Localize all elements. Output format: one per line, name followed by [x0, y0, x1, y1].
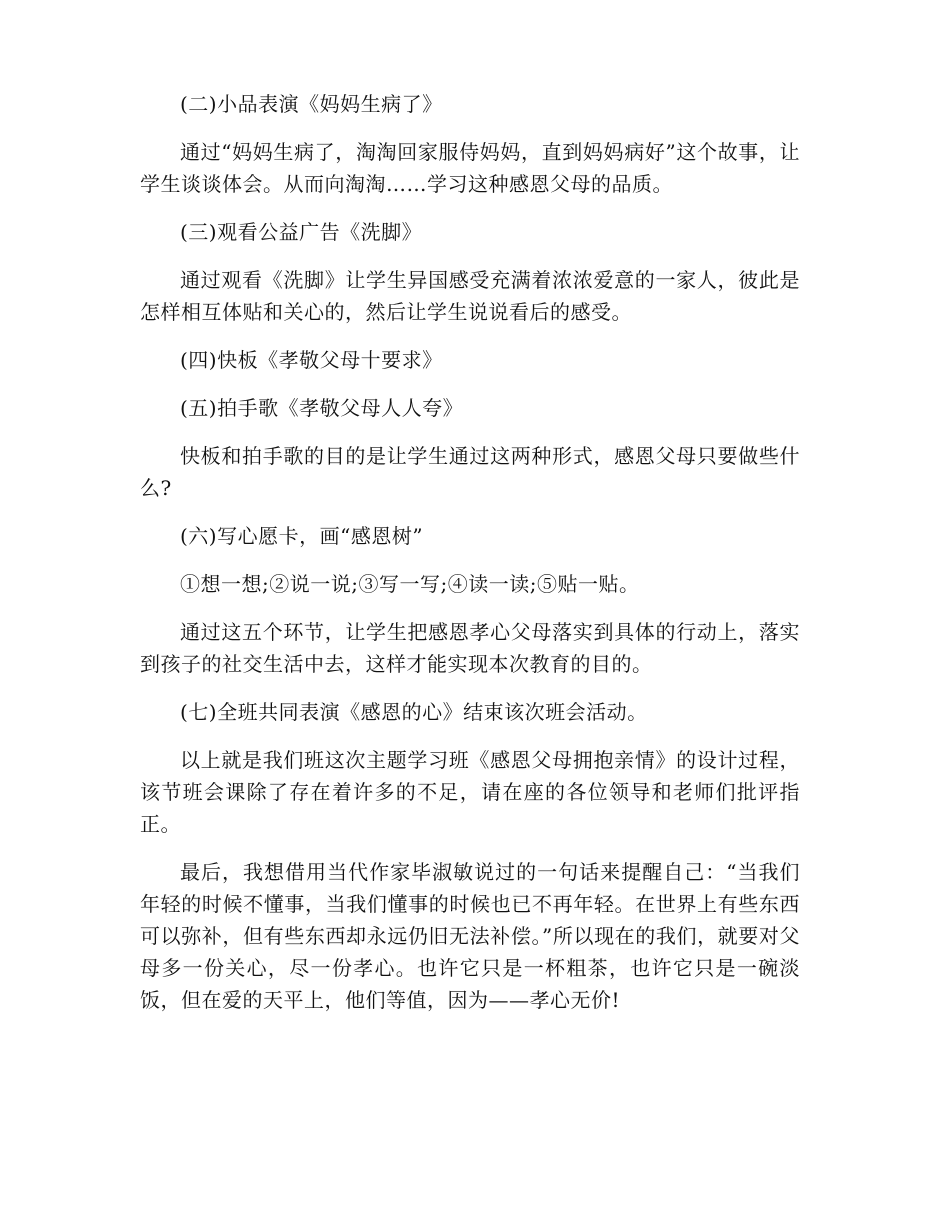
paragraph-ad-description: 通过观看《洗脚》让学生异国感受充满着浓浓爱意的一家人，彼此是怎样相互体贴和关心的，然后让学生说说看后的感受。	[140, 268, 800, 324]
document-body	[140, 88, 800, 1032]
paragraph-summary: 以上就是我们班这次主题学习班《感恩父母拥抱亲情》的设计过程，该节班会课除了存在着许多的不足，请在座的各位领导和老师们批评指正。	[140, 748, 800, 836]
section-heading-clapping-song: (五)拍手歌《孝敬父母人人夸》	[180, 396, 464, 420]
section-heading-wish-card: (六)写心愿卡，画“感恩树”	[180, 524, 424, 548]
section-heading-performance: (七)全班共同表演《感恩的心》结束该次班会活动。	[180, 700, 648, 724]
paragraph-skit-description: 通过“妈妈生病了，淘淘回家服侍妈妈，直到妈妈病好”这个故事，让学生谈谈体会。从而向淘淘……学习这种感恩父母的品质。	[140, 140, 800, 196]
section-heading-clapper-talk: (四)快板《孝敬父母十要求》	[180, 348, 443, 372]
paragraph-clapping-purpose: 快板和拍手歌的目的是让学生通过这两种形式，感恩父母只要做些什么?	[140, 444, 800, 500]
paragraph-closing: 最后，我想借用当代作家毕淑敏说过的一句话来提醒自己：“当我们年轻的时候不懂事，当我们懂事的时候也已不再年轻。在世界上有些东西可以弥补，但有些东西却永远仍旧无法补偿。”所以现在的我们，就要对父母多一份关心，尽一份孝心。也许它只是一杯粗茶，也许它只是一碗淡饭，但在爱的天平上，他们等值，因为——孝心无价!	[140, 860, 800, 1012]
section-heading-skit: (二)小品表演《妈妈生病了》	[180, 92, 443, 116]
section-heading-ad: (三)观看公益广告《洗脚》	[180, 220, 423, 244]
paragraph-steps-purpose: 通过这五个环节，让学生把感恩孝心父母落实到具体的行动上，落实到孩子的社交生活中去，这样才能实现本次教育的目的。	[140, 620, 800, 676]
paragraph-steps-list: ①想一想;②说一说;③写一写;④读一读;⑤贴一贴。	[180, 572, 640, 596]
